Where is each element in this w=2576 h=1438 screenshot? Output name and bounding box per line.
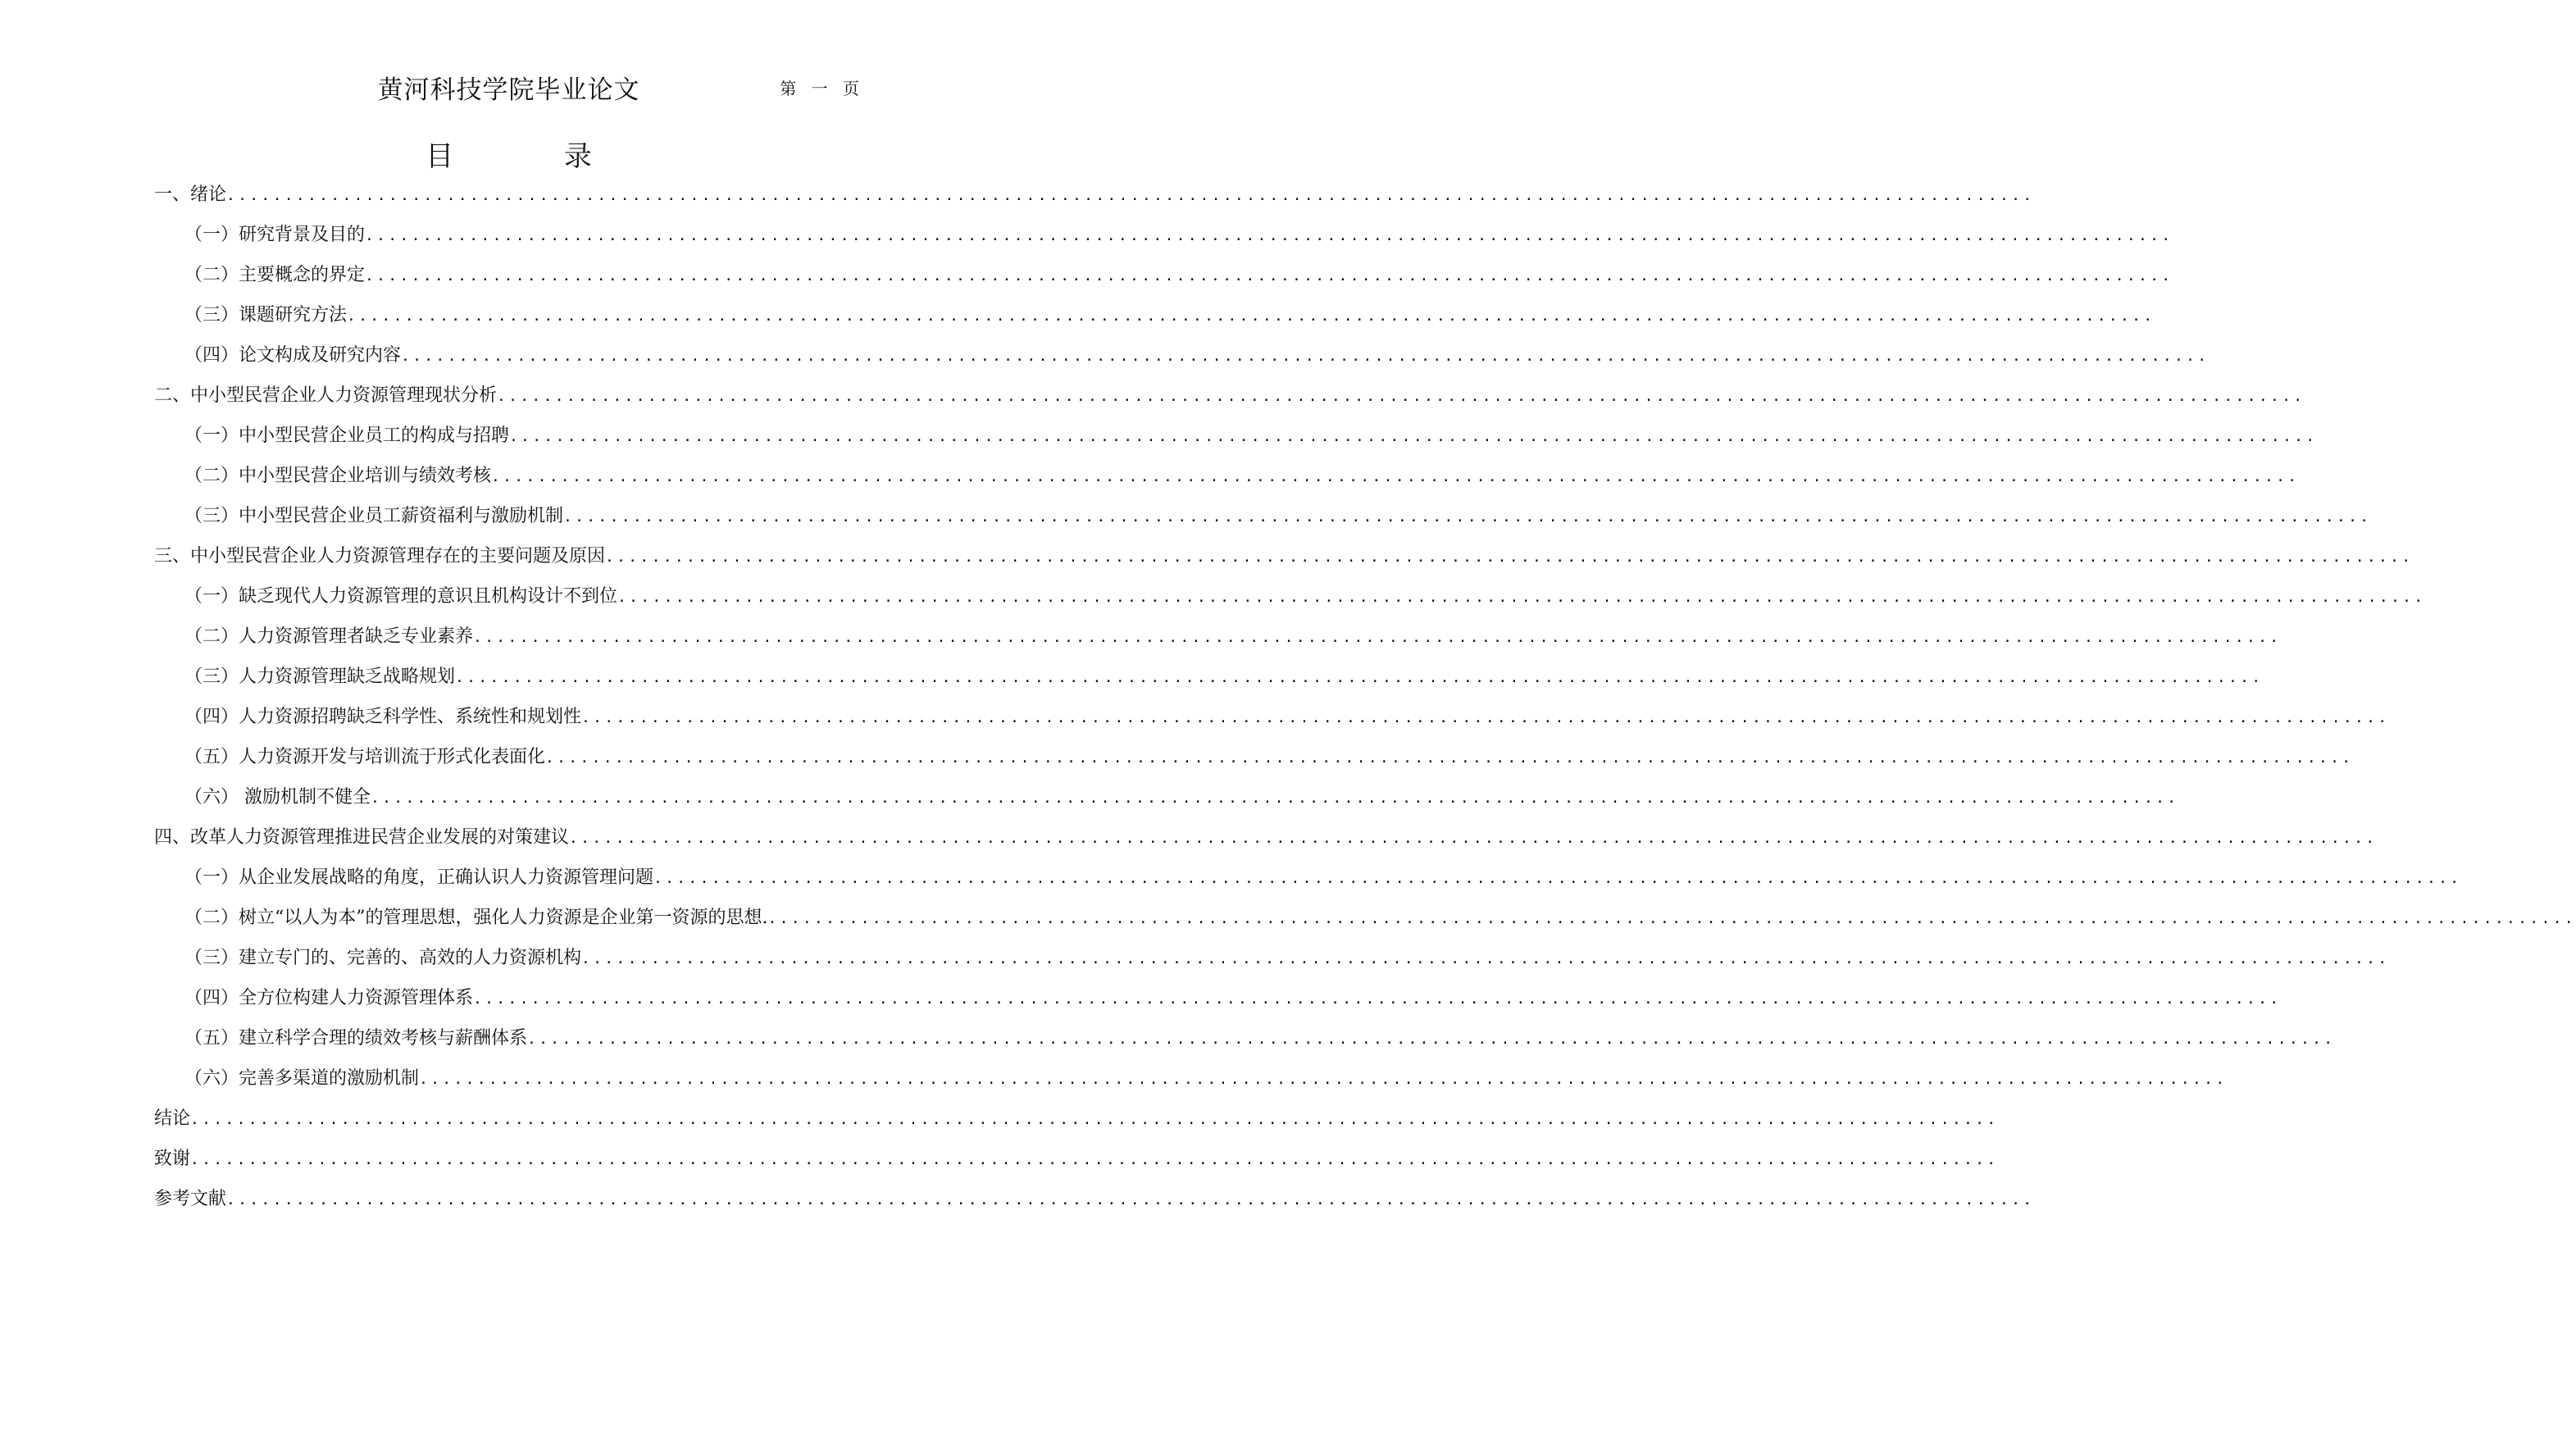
toc-entry[interactable] xyxy=(154,1104,1999,1144)
toc-entry[interactable] xyxy=(154,381,2305,421)
toc-entry-text: （四）人力资源招聘缺乏科学性、系统性和规划性 xyxy=(184,707,582,727)
toc-entry[interactable] xyxy=(154,703,2390,743)
toc-dot-leader: ............................................................................................................................................................ xyxy=(473,990,2282,1008)
toc-entry-text: （四）全方位构建人力资源管理体系 xyxy=(184,988,474,1008)
toc-dot-leader: ............................................................................................................................................................ xyxy=(581,950,2390,967)
toc-dot-leader: ............................................................................................................................................................ xyxy=(581,709,2390,726)
toc-entry[interactable] xyxy=(154,783,2179,823)
toc-dot-leader: ............................................................................................................................................................ xyxy=(767,910,2576,927)
toc-entry[interactable] xyxy=(154,421,2318,462)
toc-entry-text: （四）论文构成及研究内容 xyxy=(184,345,402,366)
toc-entry-text: （五）人力资源开发与培训流于形式化表面化 xyxy=(184,747,546,767)
toc-entry[interactable] xyxy=(154,984,2282,1024)
toc-dot-leader: ............................................................................................................................................................ xyxy=(653,870,2462,887)
page-header xyxy=(0,69,1017,110)
toc-entry-text: （五）建立科学合理的绩效考核与薪酬体系 xyxy=(184,1028,528,1049)
toc-dot-leader: ............................................................................................................................................................ xyxy=(563,508,2372,526)
table-of-contents xyxy=(154,180,2576,1225)
toc-entry-text: （二）主要概念的界定 xyxy=(184,265,366,285)
toc-entry[interactable] xyxy=(154,301,2155,341)
toc-entry-text: （六） 激励机制不健全 xyxy=(184,787,371,808)
toc-entry-text: （二）树立“以人为本”的管理思想，强化人力资源是企业第一资源的思想. xyxy=(184,908,768,928)
toc-entry[interactable] xyxy=(154,221,2173,261)
toc-dot-leader: ............................................................................................................................................................ xyxy=(527,1031,2336,1048)
toc-entry[interactable] xyxy=(154,1144,1999,1185)
toc-dot-leader: ............................................................................................................................................................ xyxy=(497,388,2305,405)
toc-dot-leader: ............................................................................................................................................................ xyxy=(455,669,2264,686)
toc-entry[interactable] xyxy=(154,863,2462,903)
toc-entry-text: 结论 xyxy=(154,1108,191,1129)
toc-entry[interactable] xyxy=(154,903,2576,944)
toc-entry[interactable] xyxy=(154,1185,2035,1225)
toc-entry-text: 二、中小型民营企业人力资源管理现状分析 xyxy=(154,385,498,406)
toc-entry-text: （二）中小型民营企业培训与绩效考核 xyxy=(184,466,492,486)
toc-entry[interactable] xyxy=(154,542,2414,582)
toc-entry-text: （一）从企业发展战略的角度，正确认识人力资源管理问题 xyxy=(184,867,654,888)
toc-entry-text: 三、中小型民营企业人力资源管理存在的主要问题及原因 xyxy=(154,546,606,567)
toc-entry[interactable] xyxy=(154,1064,2228,1104)
toc-entry-text: （一）研究背景及目的 xyxy=(184,225,366,245)
toc-dot-leader: ............................................................................................................................................................ xyxy=(419,1071,2228,1088)
toc-entry-text: （二）人力资源管理者缺乏专业素养 xyxy=(184,626,474,647)
toc-entry[interactable] xyxy=(154,582,2426,622)
toc-entry-text: 四、改革人力资源管理推进民营企业发展的对策建议 xyxy=(154,827,570,848)
toc-entry-text: 一、绪论 xyxy=(154,184,227,205)
toc-entry-text: （三）人力资源管理缺乏战略规划 xyxy=(184,667,456,687)
toc-entry-text: （一）中小型民营企业员工的构成与招聘 xyxy=(184,425,510,446)
toc-entry[interactable] xyxy=(154,502,2372,542)
toc-dot-leader: ............................................................................................................................................................ xyxy=(617,589,2426,606)
toc-entry[interactable] xyxy=(154,1024,2336,1064)
toc-entry[interactable] xyxy=(154,261,2173,301)
toc-entry[interactable] xyxy=(154,823,2378,863)
page-number-label: 第 一 页 xyxy=(780,79,864,98)
toc-entry-text: 参考文献 xyxy=(154,1189,227,1209)
toc-dot-leader: ............................................................................................................................................................ xyxy=(509,428,2318,445)
toc-entry[interactable] xyxy=(154,662,2264,703)
toc-entry-text: （三）课题研究方法 xyxy=(184,305,348,325)
toc-dot-leader: ............................................................................................................................................................ xyxy=(401,348,2210,365)
toc-dot-leader: ............................................................................................................................................................ xyxy=(491,468,2300,485)
toc-dot-leader: ............................................................................................................................................................ xyxy=(190,1111,1999,1128)
toc-entry[interactable] xyxy=(154,180,2035,221)
toc-dot-leader: ............................................................................................................................................................ xyxy=(190,1151,1999,1168)
toc-dot-leader: ............................................................................................................................................................ xyxy=(226,187,2035,204)
toc-entry[interactable] xyxy=(154,944,2390,984)
toc-entry[interactable] xyxy=(154,622,2282,662)
toc-entry-text: （三）中小型民营企业员工薪资福利与激励机制 xyxy=(184,506,564,526)
toc-dot-leader: ............................................................................................................................................................ xyxy=(605,548,2414,566)
toc-dot-leader: ............................................................................................................................................................ xyxy=(226,1191,2035,1208)
toc-entry[interactable] xyxy=(154,462,2300,502)
toc-entry[interactable] xyxy=(154,743,2354,783)
toc-entry-text: 致谢 xyxy=(154,1149,191,1169)
toc-entry-text: （一）缺乏现代人力资源管理的意识且机构设计不到位 xyxy=(184,586,618,607)
toc-entry[interactable] xyxy=(154,341,2210,381)
toc-title: 目 录 xyxy=(426,140,643,173)
toc-dot-leader: ............................................................................................................................................................ xyxy=(569,830,2378,847)
toc-entry-text: （三）建立专门的、完善的、高效的人力资源机构 xyxy=(184,948,582,968)
toc-entry-text: （六）完善多渠道的激励机制 xyxy=(184,1068,420,1089)
school-title: 黄河科技学院毕业论文 xyxy=(377,75,640,105)
toc-dot-leader: ............................................................................................................................................................ xyxy=(371,790,2179,807)
toc-dot-leader: ............................................................................................................................................................ xyxy=(545,749,2354,767)
toc-dot-leader: ............................................................................................................................................................ xyxy=(365,267,2173,284)
toc-dot-leader: ............................................................................................................................................................ xyxy=(473,629,2282,646)
toc-dot-leader: ............................................................................................................................................................ xyxy=(365,227,2173,244)
toc-dot-leader: ............................................................................................................................................................ xyxy=(347,307,2155,325)
